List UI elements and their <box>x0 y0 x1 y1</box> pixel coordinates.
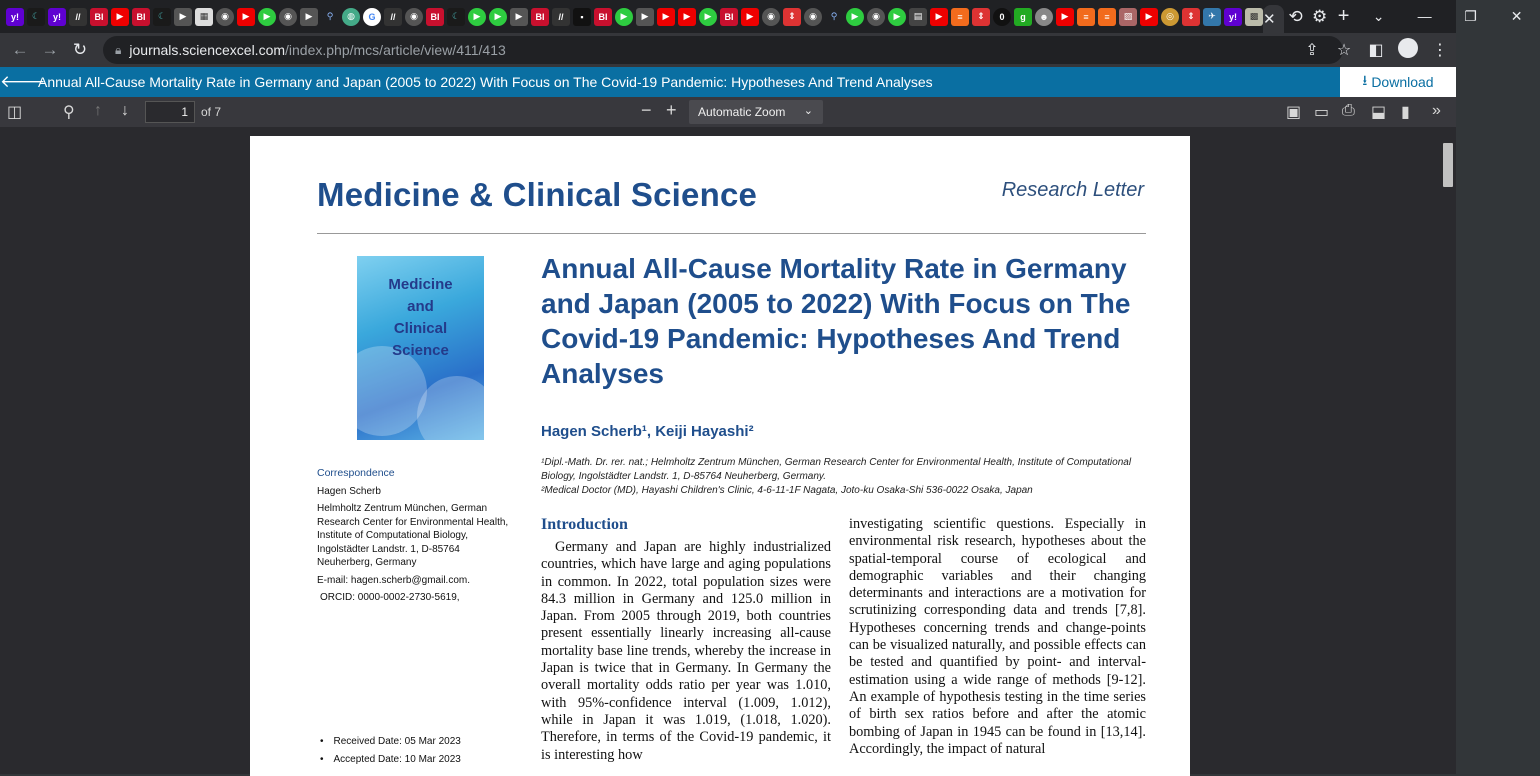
minimize-icon[interactable]: — <box>1417 8 1432 24</box>
page-count: of 7 <box>201 105 222 119</box>
article-header-bar <box>0 67 1456 97</box>
article-authors: Hagen Scherb¹, Keiji Hayashi² <box>541 423 754 440</box>
rumble-tab-icon[interactable]: ▶ <box>888 8 906 26</box>
scrollbar[interactable] <box>1440 127 1456 774</box>
bi-tab-icon[interactable]: BI <box>531 8 549 26</box>
tab-icon[interactable]: ▨ <box>1119 8 1137 26</box>
new-tab-icon[interactable]: + <box>1337 5 1350 27</box>
yahoo-tab-icon[interactable]: y! <box>48 8 66 26</box>
tab-icon[interactable]: ▩ <box>1245 8 1263 26</box>
correspondence-block <box>317 467 517 609</box>
close-tab-icon[interactable]: ✕ <box>1263 11 1276 28</box>
url-field[interactable] <box>103 36 1343 64</box>
tab-strip <box>0 0 1523 33</box>
tab-icon[interactable]: ☾ <box>27 8 45 26</box>
tab-icon[interactable]: ▶ <box>174 8 192 26</box>
bookmark-star-icon[interactable]: ☆ <box>1336 42 1352 59</box>
close-window-icon[interactable]: ✕ <box>1510 8 1523 24</box>
share-icon[interactable]: ⇪ <box>1305 42 1319 59</box>
url-path: /index.php/mcs/article/view/411/413 <box>285 42 506 58</box>
youtube-tab-icon[interactable]: ▶ <box>657 8 675 26</box>
intro-column-1: Germany and Japan are highly industrialized countries, which have large and aging populations in common. In 2022, total population sizes were 84.3 million in Germany and 125.0 million in Japan. From 2005 through 2019, both countries present essentially linearly increasing all-cause mortality base line trends, whereby the increase in Japan is twice that in Germany. In Germany the overall mortality odds ratio per year was 1.010, with 95%-confidence interval (1.009, 1.012), while in Japan it was 1.019, (1.018, 1.020). Therefore, in terms of the Covid-19 pandemic, it is interesting how <box>541 539 831 763</box>
dates-list <box>320 733 461 769</box>
toolbar-right <box>1296 33 1456 67</box>
correspondence-orcid: ORCID: 0000-0002-2730-5619, <box>320 592 460 603</box>
download-button[interactable] <box>1340 67 1456 97</box>
tab-icon[interactable]: ▦ <box>195 8 213 26</box>
page-number-input[interactable] <box>145 101 195 123</box>
tab-icon[interactable]: ⇕ <box>972 8 990 26</box>
correspondence-heading: Correspondence <box>317 467 395 479</box>
rumble-tab-icon[interactable]: ▶ <box>699 8 717 26</box>
maximize-icon[interactable]: ❐ <box>1464 8 1477 24</box>
tab-icon[interactable]: 0 <box>993 8 1011 26</box>
tools-expand-icon[interactable]: » <box>1432 102 1441 119</box>
substack-tab-icon[interactable]: ≡ <box>1077 8 1095 26</box>
back-to-article-icon[interactable]: 🡐 <box>0 72 46 91</box>
correspondence-address: Helmholtz Zentrum München, German Research Center for Environmental Health, Institute of Computational Biology, Ingolstädter Landstr. 1, D-85764 Neuherberg, Germany <box>317 503 509 568</box>
pdf-toolbar <box>0 97 1456 127</box>
tab-icon[interactable]: ▪ <box>573 8 591 26</box>
tab-icon[interactable]: ◉ <box>762 8 780 26</box>
tab-icon[interactable]: ◉ <box>804 8 822 26</box>
search-icon[interactable]: ⚲ <box>63 104 75 121</box>
rumble-tab-icon[interactable]: ▶ <box>846 8 864 26</box>
header-rule <box>317 233 1146 234</box>
tab-icon[interactable]: ◉ <box>867 8 885 26</box>
tab-icon[interactable]: ◉ <box>216 8 234 26</box>
tab-icon[interactable]: // <box>552 8 570 26</box>
presentation-mode-icon[interactable]: ▣ <box>1286 104 1302 121</box>
tab-icon[interactable]: ⇕ <box>783 8 801 26</box>
pdf-viewer[interactable] <box>0 127 1456 774</box>
zoom-value: Automatic Zoom <box>698 105 786 119</box>
tab-icon[interactable]: ◎ <box>1161 8 1179 26</box>
zoom-out-icon[interactable]: − <box>641 100 652 120</box>
yahoo-tab-icon[interactable]: y! <box>6 8 24 26</box>
intro-column-2: investigating scientific questions. Especially in environmental risk research, hypotheses about the spatial-temporal course of ecological and demographic variables and their changing determinants and interactions are a motivation for scrutinizing corresponding data and trends [7,8]. Hypotheses concerning trends and change-points can be visualized naturally, and possible effects can be tested and quantified by point- and interval-estimation using a wide range of methods [9-12]. An example of hypothesis testing in the time series of birth sex ratios before and after the atomic bombing of Japan in 1945 can be found in [13,14]. Accordingly, the impact of natural <box>849 516 1146 757</box>
tab-icon[interactable]: g <box>1014 8 1032 26</box>
tab-icon[interactable]: ◍ <box>342 8 360 26</box>
url-domain: journals.sciencexcel.com <box>129 42 286 58</box>
rumble-tab-icon[interactable]: ▶ <box>258 8 276 26</box>
reload-icon[interactable]: ↻ <box>72 40 88 59</box>
sidebar-toggle-icon[interactable]: ◫ <box>7 104 23 121</box>
bi-tab-icon[interactable]: BI <box>90 8 108 26</box>
cover-title-line: Medicine <box>388 276 453 293</box>
avatar <box>1398 38 1418 58</box>
pdf-page <box>250 136 1190 776</box>
correspondence-name: Hagen Scherb <box>317 485 381 497</box>
substack-tab-icon[interactable]: ≡ <box>951 8 969 26</box>
save-icon[interactable]: ⬓ <box>1371 104 1387 121</box>
bookmark-icon[interactable]: ▮ <box>1401 104 1410 121</box>
received-date: • Received Date: 05 Mar 2023 <box>320 733 461 751</box>
article-title: Annual All-Cause Mortality Rate in Germany and Japan (2005 to 2022) With Focus on The Covid-19 Pandemic: Hypotheses And Trend Analyses <box>541 253 1131 389</box>
search-tab-icon[interactable]: ⚲ <box>825 8 843 26</box>
download-label: Download <box>1371 74 1434 90</box>
rumble-tab-icon[interactable]: ▶ <box>468 8 486 26</box>
tab-icon[interactable]: ▤ <box>909 8 927 26</box>
bi-tab-icon[interactable]: BI <box>426 8 444 26</box>
substack-tab-icon[interactable]: ≡ <box>1098 8 1116 26</box>
zoom-select[interactable] <box>689 100 823 124</box>
article-type: Research Letter <box>1001 179 1144 201</box>
rumble-tab-icon[interactable]: ▶ <box>615 8 633 26</box>
scrollbar-thumb[interactable] <box>1443 143 1453 187</box>
tab-icon[interactable]: ◉ <box>405 8 423 26</box>
tab-icon[interactable]: ✈ <box>1203 8 1221 26</box>
journal-cover-image <box>357 256 484 440</box>
open-file-icon[interactable]: ▭ <box>1314 104 1330 121</box>
profile-icon[interactable] <box>1392 38 1424 63</box>
youtube-tab-icon[interactable]: ▶ <box>1140 8 1158 26</box>
cover-decoration <box>417 376 497 456</box>
forward-icon[interactable]: → <box>41 40 59 59</box>
affiliations <box>541 456 1141 498</box>
tab-favicons <box>6 0 1263 33</box>
youtube-tab-icon[interactable]: ▶ <box>741 8 759 26</box>
next-page-icon[interactable]: ↓ <box>121 102 129 119</box>
correspondence-email[interactable]: E-mail: hagen.scherb@gmail.com. <box>317 574 470 586</box>
tab-search-chevron-icon[interactable]: ⌄ <box>1372 8 1385 24</box>
bi-tab-icon[interactable]: BI <box>594 8 612 26</box>
tab-icon[interactable]: ☾ <box>153 8 171 26</box>
tab-icon[interactable]: ◉ <box>279 8 297 26</box>
menu-kebab-icon[interactable]: ⋮ <box>1432 42 1448 59</box>
bi-tab-icon[interactable]: BI <box>720 8 738 26</box>
print-icon[interactable]: ⎙ <box>1342 102 1355 119</box>
affiliation-1: ¹Dipl.-Math. Dr. rer. nat.; Helmholtz Zentrum München, German Research Center for Environmental Health, Institute of Computational Biology, Ingolstädter Landstr. 1, D-85764 Neuherberg, Germany. <box>541 457 1132 482</box>
back-icon[interactable]: ← <box>11 40 29 59</box>
history-icon[interactable]: ⟲ <box>1288 6 1303 26</box>
cover-title-line: and <box>407 298 434 315</box>
bi-tab-icon[interactable]: BI <box>132 8 150 26</box>
youtube-tab-icon[interactable]: ▶ <box>111 8 129 26</box>
accepted-date: • Accepted Date: 10 Mar 2023 <box>320 751 461 769</box>
window-controls <box>1356 8 1540 25</box>
intro-heading: Introduction <box>541 516 628 533</box>
google-tab-icon[interactable]: G <box>363 8 381 26</box>
journal-name: Medicine & Clinical Science <box>317 176 758 213</box>
youtube-tab-icon[interactable]: ▶ <box>1056 8 1074 26</box>
previous-page-icon[interactable]: ↑ <box>94 102 102 119</box>
active-tab[interactable] <box>1263 5 1284 33</box>
affiliation-2: ²Medical Doctor (MD), Hayashi Children's Clinic, 4-6-11-1F Nagata, Joto-ku Osaka-Shi 536-0022 Osaka, Japan <box>541 485 1033 496</box>
youtube-tab-icon[interactable]: ▶ <box>678 8 696 26</box>
youtube-tab-icon[interactable]: ▶ <box>930 8 948 26</box>
rumble-tab-icon[interactable]: ▶ <box>489 8 507 26</box>
tab-icon[interactable]: ☻ <box>1035 8 1053 26</box>
article-header-title[interactable]: Annual All-Cause Mortality Rate in Germany and Japan (2005 to 2022) With Focus on The Covid-19 Pandemic: Hypotheses And Trend Analyses <box>38 74 933 90</box>
zoom-in-icon[interactable]: + <box>666 100 677 120</box>
download-icon: ⭳ <box>1362 72 1368 88</box>
gear-icon[interactable]: ⚙ <box>1311 6 1328 26</box>
yahoo-tab-icon[interactable]: y! <box>1224 8 1242 26</box>
tab-icon[interactable]: // <box>69 8 87 26</box>
address-bar <box>0 33 1456 67</box>
tab-icon[interactable]: ▶ <box>636 8 654 26</box>
lock-icon[interactable]: 🔒︎ <box>115 42 122 57</box>
tab-icon[interactable]: // <box>384 8 402 26</box>
chevron-down-icon: ⌄ <box>803 105 813 117</box>
search-tab-icon[interactable]: ⚲ <box>321 8 339 26</box>
tab-icon[interactable]: ▶ <box>510 8 528 26</box>
tab-icon[interactable]: ☾ <box>447 8 465 26</box>
tab-icon[interactable]: ▶ <box>300 8 318 26</box>
cover-title <box>367 274 474 362</box>
youtube-tab-icon[interactable]: ▶ <box>237 8 255 26</box>
cover-title-line: Clinical Science <box>392 320 449 359</box>
tab-icon[interactable]: ⇕ <box>1182 8 1200 26</box>
side-panel-icon[interactable]: ◧ <box>1368 42 1384 59</box>
